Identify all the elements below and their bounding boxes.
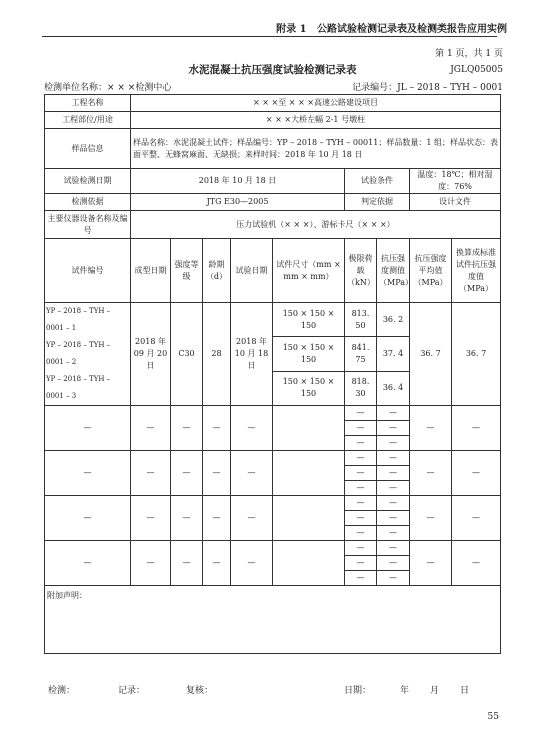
running-title: 公路试验检测记录表及检测类报告应用实例	[317, 24, 507, 35]
specimen-size: 150 × 150 × 150	[273, 303, 345, 337]
empty-age: —	[203, 541, 231, 586]
ultimate-load: 841. 75	[345, 337, 377, 371]
empty-strength: —	[377, 556, 410, 571]
empty-test-date: —	[231, 451, 273, 496]
empty-load: —	[345, 406, 377, 421]
empty-converted: —	[452, 541, 501, 586]
empty-size	[273, 541, 345, 586]
specimen-size: 150 × 150 × 150	[273, 337, 345, 371]
specimen-id: YP – 2018 – TYH – 0001 – 2	[46, 341, 111, 366]
inspector-label: 检测：	[48, 686, 76, 696]
col-header-average: 抗压强度平均值（MPa）	[410, 239, 452, 303]
ultimate-load: 813. 50	[345, 303, 377, 337]
empty-strength: —	[377, 541, 410, 556]
empty-grade: —	[171, 451, 203, 496]
empty-strength: —	[377, 406, 410, 421]
running-header	[276, 20, 507, 35]
judge-value: 设计文件	[410, 194, 501, 211]
record-number: 记录编号：JL – 2018 – TYH – 0001	[352, 83, 503, 93]
empty-load: —	[345, 526, 377, 541]
empty-average: —	[410, 451, 452, 496]
project-label: 工程名称	[45, 95, 131, 112]
empty-cast-date: —	[131, 451, 171, 496]
empty-converted: —	[452, 451, 501, 496]
col-header-grade: 强度等级	[171, 239, 203, 303]
specimen-size: 150 × 150 × 150	[273, 371, 345, 405]
empty-load: —	[345, 511, 377, 526]
part-label: 工程部位/用途	[45, 112, 131, 129]
empty-test-date: —	[231, 496, 273, 541]
condition-value: 温度：18℃；相对湿度：76%	[410, 169, 501, 194]
empty-strength: —	[377, 421, 410, 436]
strength-value: 37. 4	[377, 337, 410, 371]
equipment-value: 压力试验机（× × ×）、游标卡尺（× × ×）	[131, 211, 501, 239]
empty-specimen-id: —	[45, 541, 131, 586]
col-header-id: 试件编号	[45, 239, 131, 303]
equipment-label: 主要仪器设备名称及编号	[45, 211, 131, 239]
part-value: × × ×大桥左幅 2-1 号墩柱	[131, 112, 501, 129]
form-code: JGLQ05005	[450, 65, 503, 75]
empty-load: —	[345, 436, 377, 451]
record-table	[44, 94, 501, 654]
header-rule	[42, 36, 497, 37]
empty-size	[273, 496, 345, 541]
empty-age: —	[203, 406, 231, 451]
empty-grade: —	[171, 496, 203, 541]
specimen-id: YP – 2018 – TYH – 0001 – 1	[46, 307, 111, 332]
empty-load: —	[345, 481, 377, 496]
empty-converted: —	[452, 406, 501, 451]
empty-strength: —	[377, 436, 410, 451]
empty-strength: —	[377, 451, 410, 466]
empty-cast-date: —	[131, 541, 171, 586]
empty-cast-date: —	[131, 496, 171, 541]
basis-value: JTG E30—2005	[131, 194, 345, 211]
test-date: 2018 年 10 月 18 日	[231, 303, 273, 406]
empty-converted: —	[452, 496, 501, 541]
col-header-strength: 抗压强度测值（MPa）	[377, 239, 410, 303]
project-value: × × ×至 × × ×高速公路建设项目	[131, 95, 501, 112]
empty-age: —	[203, 496, 231, 541]
sample-value: 样品名称：水泥混凝土试件；样品编号：YP – 2018 – TYH – 00011；样品数量：1 组；样品状态：表面平整、无蜂窝麻面、无缺损；来样时间：2018 年 10 月 18 日	[131, 129, 501, 169]
col-header-load: 极限荷载（kN）	[345, 239, 377, 303]
empty-strength: —	[377, 571, 410, 586]
strength-average: 36. 7	[410, 303, 452, 406]
empty-average: —	[410, 541, 452, 586]
empty-groups	[45, 406, 501, 586]
col-header-test-date: 试验日期	[231, 239, 273, 303]
empty-size	[273, 406, 345, 451]
testing-unit: 检测单位名称：× × ×检测中心	[44, 83, 172, 93]
empty-strength: —	[377, 496, 410, 511]
empty-average: —	[410, 496, 452, 541]
empty-specimen-id: —	[45, 496, 131, 541]
col-header-age: 龄期（d）	[203, 239, 231, 303]
month-label: 月	[430, 686, 440, 696]
test-date-label: 试验检测日期	[45, 169, 131, 194]
empty-strength: —	[377, 481, 410, 496]
converted-strength: 36. 7	[452, 303, 501, 406]
basis-label: 检测依据	[45, 194, 131, 211]
empty-size	[273, 451, 345, 496]
recorder-label: 记录：	[118, 686, 146, 696]
test-date-value: 2018 年 10 月 18 日	[131, 169, 345, 194]
empty-strength: —	[377, 526, 410, 541]
strength-value: 36. 4	[377, 371, 410, 405]
empty-strength: —	[377, 511, 410, 526]
empty-grade: —	[171, 541, 203, 586]
condition-label: 试验条件	[345, 169, 410, 194]
strength-grade: C30	[171, 303, 203, 406]
empty-specimen-id: —	[45, 451, 131, 496]
empty-average: —	[410, 406, 452, 451]
empty-cast-date: —	[131, 406, 171, 451]
empty-load: —	[345, 496, 377, 511]
empty-age: —	[203, 451, 231, 496]
col-header-size: 试件尺寸（mm × mm × mm）	[273, 239, 345, 303]
sample-label: 样品信息	[45, 129, 131, 169]
empty-load: —	[345, 451, 377, 466]
specimen-id: YP – 2018 – TYH – 0001 – 3	[46, 375, 111, 400]
appendix-label: 附录 1	[276, 24, 307, 35]
empty-test-date: —	[231, 541, 273, 586]
empty-load: —	[345, 421, 377, 436]
empty-specimen-id: —	[45, 406, 131, 451]
empty-load: —	[345, 466, 377, 481]
reviewer-label: 复核：	[186, 686, 214, 696]
page-info: 第 1 页，共 1 页	[435, 49, 503, 59]
year-label: 年	[400, 686, 410, 696]
age-days: 28	[203, 303, 231, 406]
empty-strength: —	[377, 466, 410, 481]
empty-test-date: —	[231, 406, 273, 451]
empty-load: —	[345, 541, 377, 556]
col-header-cast-date: 成型日期	[131, 239, 171, 303]
day-label: 日	[460, 686, 470, 696]
ultimate-load: 818. 30	[345, 371, 377, 405]
col-header-converted: 换算成标准试件抗压强度值（MPa）	[452, 239, 501, 303]
date-label: 日期：	[344, 686, 372, 696]
strength-value: 36. 2	[377, 303, 410, 337]
specimen-ids	[45, 303, 131, 406]
empty-load: —	[345, 571, 377, 586]
empty-grade: —	[171, 406, 203, 451]
doc-title: 水泥混凝土抗压强度试验检测记录表	[188, 64, 357, 76]
cast-date: 2018 年 09 月 20 日	[131, 303, 171, 406]
page-number: 55	[487, 712, 499, 722]
judge-label: 判定依据	[345, 194, 410, 211]
additional-statement: 附加声明：	[45, 586, 501, 654]
empty-load: —	[345, 556, 377, 571]
